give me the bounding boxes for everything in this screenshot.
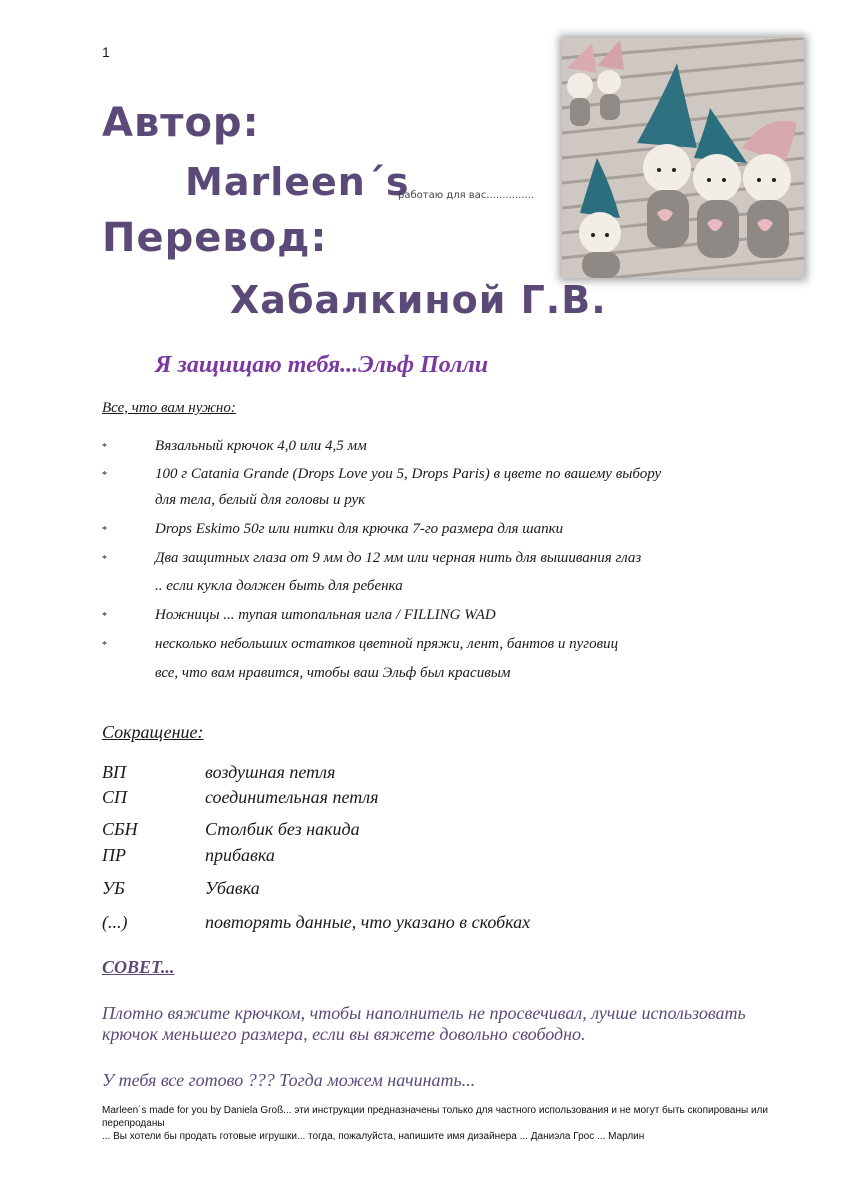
list-item: несколько небольших остатков цветной пряжи, лент, бантов и пуговиц: [155, 636, 619, 652]
abbr-value: воздушная петля: [205, 762, 336, 782]
abbr-key: СП: [102, 787, 128, 807]
list-item: все, что вам нравится, чтобы ваш Эльф был красивым: [155, 665, 511, 681]
abbr-key: (...): [102, 912, 128, 932]
ready-text: У тебя все готово ??? Тогда можем начинать...: [102, 1070, 476, 1090]
abbr-value: Убавка: [205, 878, 260, 898]
abbr-value: повторять данные, что указано в скобках: [205, 912, 531, 932]
bullet-marker: *: [102, 525, 107, 536]
translation-label: Перевод:: [102, 215, 328, 261]
bullet-marker: *: [102, 442, 107, 453]
list-item: Drops Eskimo 50г или нитки для крючка 7-го размера для шапки: [155, 521, 564, 537]
pattern-title: Я защищаю тебя...Эльф Полли: [155, 352, 489, 378]
bullet-marker: *: [102, 640, 107, 651]
list-item: Два защитных глаза от 9 мм до 12 мм или черная нить для вышивания глаз: [155, 550, 642, 566]
tip-heading: СОВЕТ...: [102, 957, 175, 977]
footer-line: ... Вы хотели бы продать готовые игрушки... тогда, пожалуйста, напишите имя дизайнера ... Даниэла Грос ... Марлин: [102, 1131, 645, 1142]
list-item: .. если кукла должен быть для ребенка: [155, 578, 403, 594]
bullet-marker: *: [102, 470, 107, 481]
list-item: Ножницы ... тупая штопальная игла / FILLING WAD: [155, 607, 496, 623]
list-item: 100 г Catania Grande (Drops Love you 5, Drops Paris) в цвете по вашему выбору: [155, 466, 662, 482]
bullet-marker: *: [102, 554, 107, 565]
list-item: Вязальный крючок 4,0 или 4,5 мм: [155, 438, 367, 454]
author-label: Автор:: [102, 100, 260, 146]
abbr-value: прибавка: [205, 845, 275, 865]
abbr-key: ВП: [102, 762, 126, 782]
elf-dolls-photo: [562, 38, 804, 278]
footer-line: Marleen´s made for you by Daniela Groß... эти инструкции предназначены только для частного использования и не могут быть скопированы или перепроданы: [102, 1105, 768, 1129]
abbr-value: Столбик без накида: [205, 819, 360, 839]
materials-heading: Все, что вам нужно:: [102, 400, 236, 416]
page-number: 1: [102, 44, 110, 60]
abbr-value: соединительная петля: [205, 787, 379, 807]
author-name: Marleen´s: [185, 160, 410, 204]
bullet-marker: *: [102, 611, 107, 622]
list-item: для тела, белый для головы и рук: [155, 492, 366, 508]
abbr-key: СБН: [102, 819, 138, 839]
translator-name: Хабалкиной Г.В.: [230, 278, 607, 322]
abbr-key: ПР: [102, 845, 126, 865]
author-note: работаю для вас...............: [398, 190, 535, 201]
abbreviations-heading: Сокращение:: [102, 722, 204, 742]
abbr-key: УБ: [102, 878, 125, 898]
footer: [102, 1104, 782, 1143]
tip-text: Плотно вяжите крючком, чтобы наполнитель не просвечивал, лучше использовать крючок меньшего размера, если вы вяжете довольно свободно.: [102, 1003, 746, 1044]
